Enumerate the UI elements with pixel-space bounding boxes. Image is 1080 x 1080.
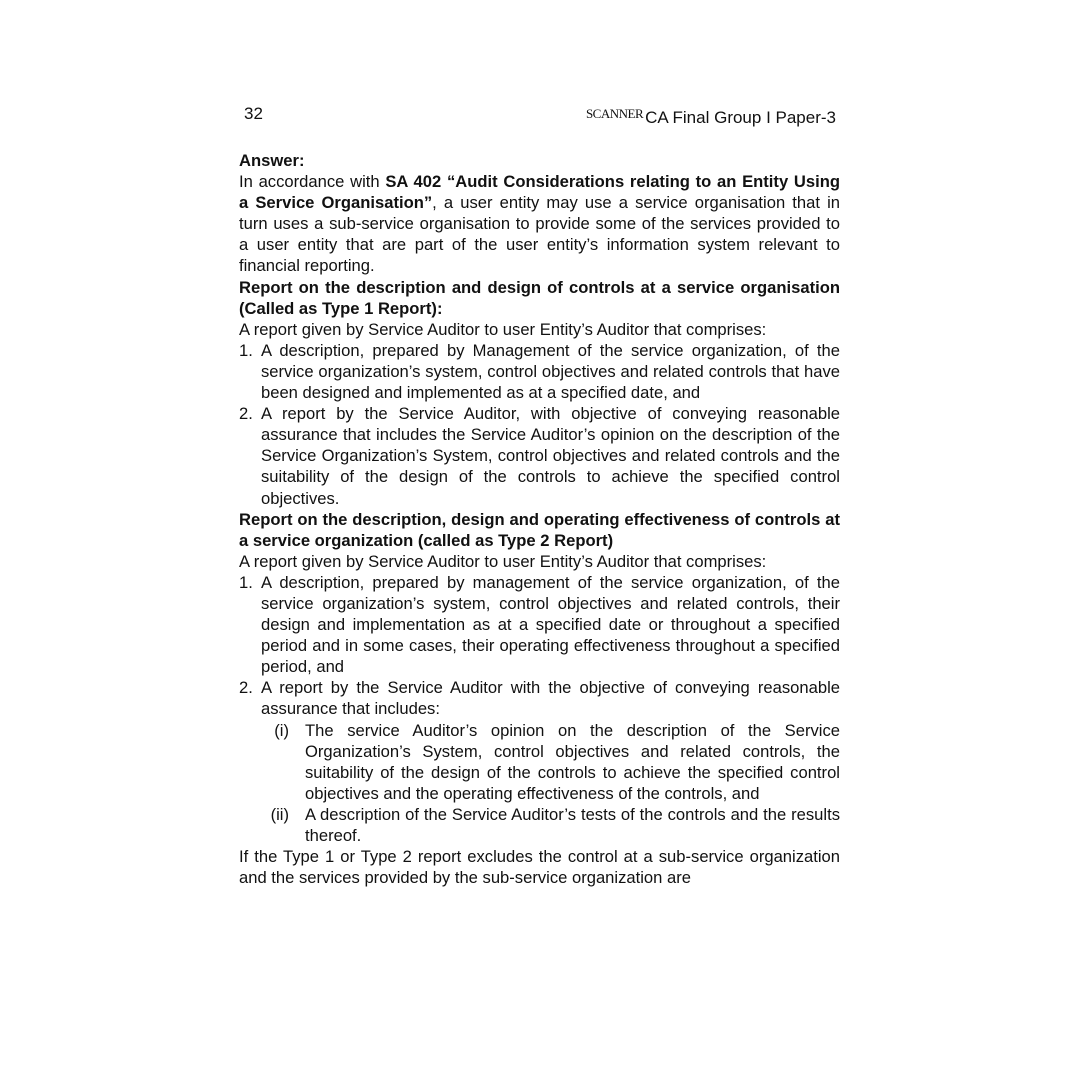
list-marker: 2.	[239, 678, 253, 698]
type2-heading: Report on the description, design and operating effectiveness of controls at a service organization (called as Type 2 Report)	[239, 509, 840, 550]
list-marker: 1.	[239, 572, 253, 592]
intro-standard-title: SA 402 “Audit Considerations relating to an Entity Using a Service Organisation”	[239, 172, 841, 213]
intro-after: , a user entity may use a service organisation that in turn uses a sub-service organisation to provide some of the services provided to a user entity that are part of the user entity’s information system relevant to financial reporting.	[239, 193, 840, 276]
list-item-text: A report by the Service Auditor with the objective of conveying reasonable assurance that includes:	[261, 678, 840, 719]
type1-heading: Report on the description and design of controls at a service organisation (Called as Type 1 Report):	[239, 277, 840, 318]
intro-before: In accordance with	[239, 172, 386, 192]
closing-paragraph: If the Type 1 or Type 2 report excludes the control at a sub-service organization and the services provided by the sub-service organization are	[239, 847, 840, 888]
type2-list	[239, 572, 840, 720]
sub-list-marker: (i)	[274, 720, 289, 740]
sub-list-item-text: The service Auditor’s opinion on the description of the Service Organization’s System, control objectives and related controls, the suitability of the design of the controls to achieve the specified control objectives and the operating effectiveness of the controls, and	[305, 720, 840, 803]
sub-list-item-text: A description of the Service Auditor’s tests of the controls and the results thereof.	[305, 804, 840, 845]
list-item-text: A report by the Service Auditor, with objective of conveying reasonable assurance that includes the Service Auditor’s opinion on the description of the Service Organization’s System, control objectives and related controls and the suitability of the design of the controls to achieve the specified control objectives.	[261, 404, 840, 508]
answer-label: Answer:	[239, 151, 305, 170]
list-marker: 1.	[239, 340, 253, 360]
list-marker: 2.	[239, 404, 253, 424]
type2-lead: A report given by Service Auditor to user Entity’s Auditor that comprises:	[239, 551, 767, 571]
page-number: 32	[244, 104, 263, 123]
scanner-logo: SCANNER	[585, 106, 644, 121]
sub-list-item	[239, 720, 840, 804]
type1-lead: A report given by Service Auditor to user Entity’s Auditor that comprises:	[239, 319, 767, 339]
type1-list	[239, 340, 840, 509]
list-item-text: A description, prepared by management of the service organization, of the service organization’s system, control objectives and related controls, their design and implementation as at a specified date or throughout a specified period and in some cases, their operating effectiveness throughout a specified period, and	[261, 572, 840, 677]
running-title	[586, 106, 836, 128]
type2-sublist	[239, 720, 840, 847]
list-item-text: A description, prepared by Management of the service organization, of the service organization’s system, control objectives and related controls that have been designed and implemented as at a specified date, and	[261, 340, 840, 403]
list-item	[239, 340, 840, 403]
page-content	[239, 150, 840, 888]
sub-list-marker: (ii)	[270, 804, 289, 824]
list-item	[239, 572, 840, 677]
list-item	[239, 403, 840, 508]
page-header	[244, 104, 836, 130]
running-title-text: CA Final Group I Paper-3	[645, 108, 836, 127]
list-item	[239, 677, 840, 719]
intro-paragraph	[239, 171, 840, 276]
sub-list-item	[239, 804, 840, 846]
